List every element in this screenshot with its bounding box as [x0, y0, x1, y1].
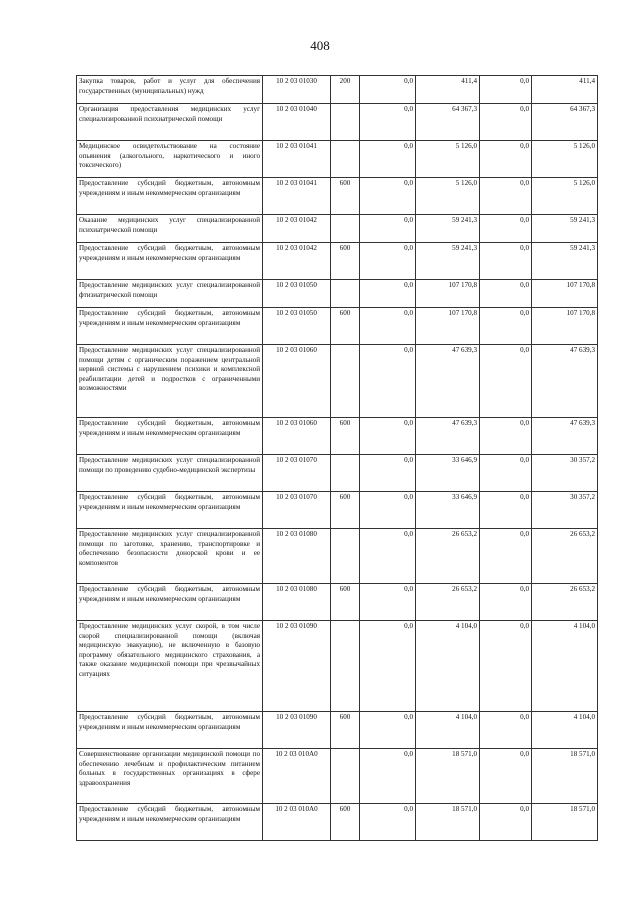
row-amount-4: 59 241,3 [532, 243, 598, 280]
row-expense-type [331, 104, 360, 141]
row-expense-type: 600 [331, 492, 360, 529]
row-amount-2: 64 367,3 [416, 104, 480, 141]
row-name: Оказание медицинских услуг специализированной психиатрической помощи [77, 215, 263, 243]
row-amount-3: 0,0 [480, 529, 532, 584]
table-row [77, 215, 598, 243]
table-row [77, 280, 598, 308]
row-expense-type: 600 [331, 243, 360, 280]
row-amount-1: 0,0 [360, 280, 416, 308]
row-expense-type [331, 455, 360, 492]
row-amount-4: 26 653,2 [532, 529, 598, 584]
row-amount-3: 0,0 [480, 141, 532, 178]
row-expense-type: 600 [331, 308, 360, 345]
row-amount-1: 0,0 [360, 492, 416, 529]
row-code: 10 2 03 01080 [263, 529, 331, 584]
row-amount-2: 107 170,8 [416, 280, 480, 308]
row-code: 10 2 03 01040 [263, 104, 331, 141]
row-code: 10 2 03 01042 [263, 215, 331, 243]
row-expense-type [331, 215, 360, 243]
row-amount-4: 107 170,8 [532, 308, 598, 345]
row-code: 10 2 03 01050 [263, 280, 331, 308]
row-amount-1: 0,0 [360, 749, 416, 804]
table-row [77, 529, 598, 584]
row-expense-type [331, 141, 360, 178]
row-amount-3: 0,0 [480, 345, 532, 418]
row-name: Закупка товаров, работ и услуг для обеспечения государственных (муниципальных) нужд [77, 76, 263, 104]
row-amount-3: 0,0 [480, 418, 532, 455]
table-row [77, 104, 598, 141]
row-amount-3: 0,0 [480, 455, 532, 492]
table-row [77, 804, 598, 841]
row-amount-3: 0,0 [480, 76, 532, 104]
row-expense-type: 600 [331, 584, 360, 621]
row-code: 10 2 03 01050 [263, 308, 331, 345]
row-amount-4: 107 170,8 [532, 280, 598, 308]
row-amount-3: 0,0 [480, 243, 532, 280]
row-expense-type [331, 749, 360, 804]
row-amount-2: 18 571,0 [416, 749, 480, 804]
row-name: Предоставление субсидий бюджетным, автономным учреждениям и иным некоммерческим организациям [77, 584, 263, 621]
row-amount-3: 0,0 [480, 621, 532, 712]
table-row [77, 621, 598, 712]
row-amount-4: 26 653,2 [532, 584, 598, 621]
row-code: 10 2 03 01041 [263, 141, 331, 178]
row-amount-4: 18 571,0 [532, 804, 598, 841]
row-amount-4: 4 104,0 [532, 712, 598, 749]
row-code: 10 2 03 010А0 [263, 804, 331, 841]
table-row [77, 76, 598, 104]
row-expense-type: 600 [331, 804, 360, 841]
table-row [77, 243, 598, 280]
row-expense-type [331, 280, 360, 308]
row-amount-2: 47 639,3 [416, 418, 480, 455]
row-amount-2: 5 126,0 [416, 141, 480, 178]
row-code: 10 2 03 01060 [263, 345, 331, 418]
table-row [77, 749, 598, 804]
row-name: Предоставление субсидий бюджетным, автономным учреждениям и иным некоммерческим организациям [77, 804, 263, 841]
row-amount-1: 0,0 [360, 621, 416, 712]
row-name: Предоставление субсидий бюджетным, автономным учреждениям и иным некоммерческим организациям [77, 308, 263, 345]
row-name: Медицинское освидетельствование на состояние опьянения (алкогольного, наркотического и иного токсического) [77, 141, 263, 178]
row-expense-type: 600 [331, 178, 360, 215]
row-amount-4: 5 126,0 [532, 178, 598, 215]
table-row [77, 308, 598, 345]
row-amount-4: 18 571,0 [532, 749, 598, 804]
row-code: 10 2 03 01070 [263, 455, 331, 492]
row-amount-3: 0,0 [480, 804, 532, 841]
row-amount-4: 4 104,0 [532, 621, 598, 712]
row-amount-1: 0,0 [360, 712, 416, 749]
row-name: Предоставление субсидий бюджетным, автономным учреждениям и иным некоммерческим организациям [77, 418, 263, 455]
row-amount-4: 59 241,3 [532, 215, 598, 243]
row-name: Предоставление субсидий бюджетным, автономным учреждениям и иным некоммерческим организациям [77, 712, 263, 749]
row-code: 10 2 03 01030 [263, 76, 331, 104]
row-name: Предоставление медицинских услуг скорой, в том числе скорой специализированной помощи (включая медицинскую эвакуацию), не включенную в базовую программу обязательного медицинского страхования, а также оказание медицинской помощи при чрезвычайных ситуациях [77, 621, 263, 712]
row-name: Предоставление медицинских услуг специализированной помощи детям с органическим поражением центральной нервной системы с нарушением психики и комплексной реабилитации детей и подростков с ограниченными возможностями [77, 345, 263, 418]
row-amount-3: 0,0 [480, 178, 532, 215]
row-amount-2: 33 646,9 [416, 455, 480, 492]
row-code: 10 2 03 01060 [263, 418, 331, 455]
row-amount-4: 5 126,0 [532, 141, 598, 178]
row-amount-1: 0,0 [360, 455, 416, 492]
budget-table [76, 75, 598, 841]
row-name: Предоставление медицинских услуг специализированной фтизиатрической помощи [77, 280, 263, 308]
row-amount-4: 64 367,3 [532, 104, 598, 141]
row-amount-1: 0,0 [360, 141, 416, 178]
row-amount-3: 0,0 [480, 584, 532, 621]
row-name: Предоставление медицинских услуг специализированной помощи по проведению судебно-медицинской экспертизы [77, 455, 263, 492]
row-amount-1: 0,0 [360, 345, 416, 418]
row-amount-3: 0,0 [480, 749, 532, 804]
row-amount-3: 0,0 [480, 215, 532, 243]
row-code: 10 2 03 01070 [263, 492, 331, 529]
row-amount-3: 0,0 [480, 712, 532, 749]
row-code: 10 2 03 01090 [263, 621, 331, 712]
row-expense-type [331, 529, 360, 584]
row-amount-4: 30 357,2 [532, 455, 598, 492]
row-amount-3: 0,0 [480, 308, 532, 345]
table-row [77, 712, 598, 749]
row-amount-4: 47 639,3 [532, 418, 598, 455]
table-row [77, 345, 598, 418]
row-name: Предоставление субсидий бюджетным, автономным учреждениям и иным некоммерческим организациям [77, 492, 263, 529]
row-name: Предоставление субсидий бюджетным, автономным учреждениям и иным некоммерческим организациям [77, 178, 263, 215]
table-row [77, 455, 598, 492]
table-row [77, 418, 598, 455]
table-row [77, 492, 598, 529]
row-amount-2: 47 639,3 [416, 345, 480, 418]
row-code: 10 2 03 01080 [263, 584, 331, 621]
row-amount-2: 5 126,0 [416, 178, 480, 215]
row-amount-1: 0,0 [360, 308, 416, 345]
row-code: 10 2 03 01090 [263, 712, 331, 749]
row-amount-2: 18 571,0 [416, 804, 480, 841]
row-amount-1: 0,0 [360, 104, 416, 141]
row-amount-1: 0,0 [360, 418, 416, 455]
row-amount-1: 0,0 [360, 584, 416, 621]
row-amount-4: 30 357,2 [532, 492, 598, 529]
row-amount-1: 0,0 [360, 215, 416, 243]
row-amount-2: 107 170,8 [416, 308, 480, 345]
row-expense-type: 600 [331, 712, 360, 749]
row-amount-1: 0,0 [360, 178, 416, 215]
table-row [77, 584, 598, 621]
row-expense-type [331, 345, 360, 418]
row-amount-3: 0,0 [480, 104, 532, 141]
row-expense-type: 200 [331, 76, 360, 104]
row-amount-1: 0,0 [360, 76, 416, 104]
row-amount-4: 411,4 [532, 76, 598, 104]
page-number: 408 [310, 38, 330, 53]
row-amount-2: 33 646,9 [416, 492, 480, 529]
row-code: 10 2 03 01042 [263, 243, 331, 280]
row-amount-4: 47 639,3 [532, 345, 598, 418]
row-name: Организация предоставления медицинских услуг специализированной психиатрической помощи [77, 104, 263, 141]
row-amount-2: 4 104,0 [416, 621, 480, 712]
row-amount-2: 59 241,3 [416, 243, 480, 280]
row-name: Предоставление субсидий бюджетным, автономным учреждениям и иным некоммерческим организациям [77, 243, 263, 280]
row-amount-1: 0,0 [360, 243, 416, 280]
row-code: 10 2 03 01041 [263, 178, 331, 215]
row-amount-2: 59 241,3 [416, 215, 480, 243]
row-name: Совершенствование организации медицинской помощи по обеспечению лечебным и профилактическим питанием больных в государственных организациях в сфере здравоохранения [77, 749, 263, 804]
row-name: Предоставление медицинских услуг специализированной помощи по заготовке, хранению, транспортировке и обеспечению безопасности донорской крови и ее компонентов [77, 529, 263, 584]
budget-table-body [77, 76, 598, 841]
row-amount-3: 0,0 [480, 492, 532, 529]
table-row [77, 178, 598, 215]
row-expense-type: 600 [331, 418, 360, 455]
row-amount-3: 0,0 [480, 280, 532, 308]
row-amount-1: 0,0 [360, 529, 416, 584]
row-amount-2: 411,4 [416, 76, 480, 104]
row-amount-2: 4 104,0 [416, 712, 480, 749]
table-row [77, 141, 598, 178]
row-amount-1: 0,0 [360, 804, 416, 841]
row-amount-2: 26 653,2 [416, 529, 480, 584]
row-expense-type [331, 621, 360, 712]
row-code: 10 2 03 010А0 [263, 749, 331, 804]
row-amount-2: 26 653,2 [416, 584, 480, 621]
